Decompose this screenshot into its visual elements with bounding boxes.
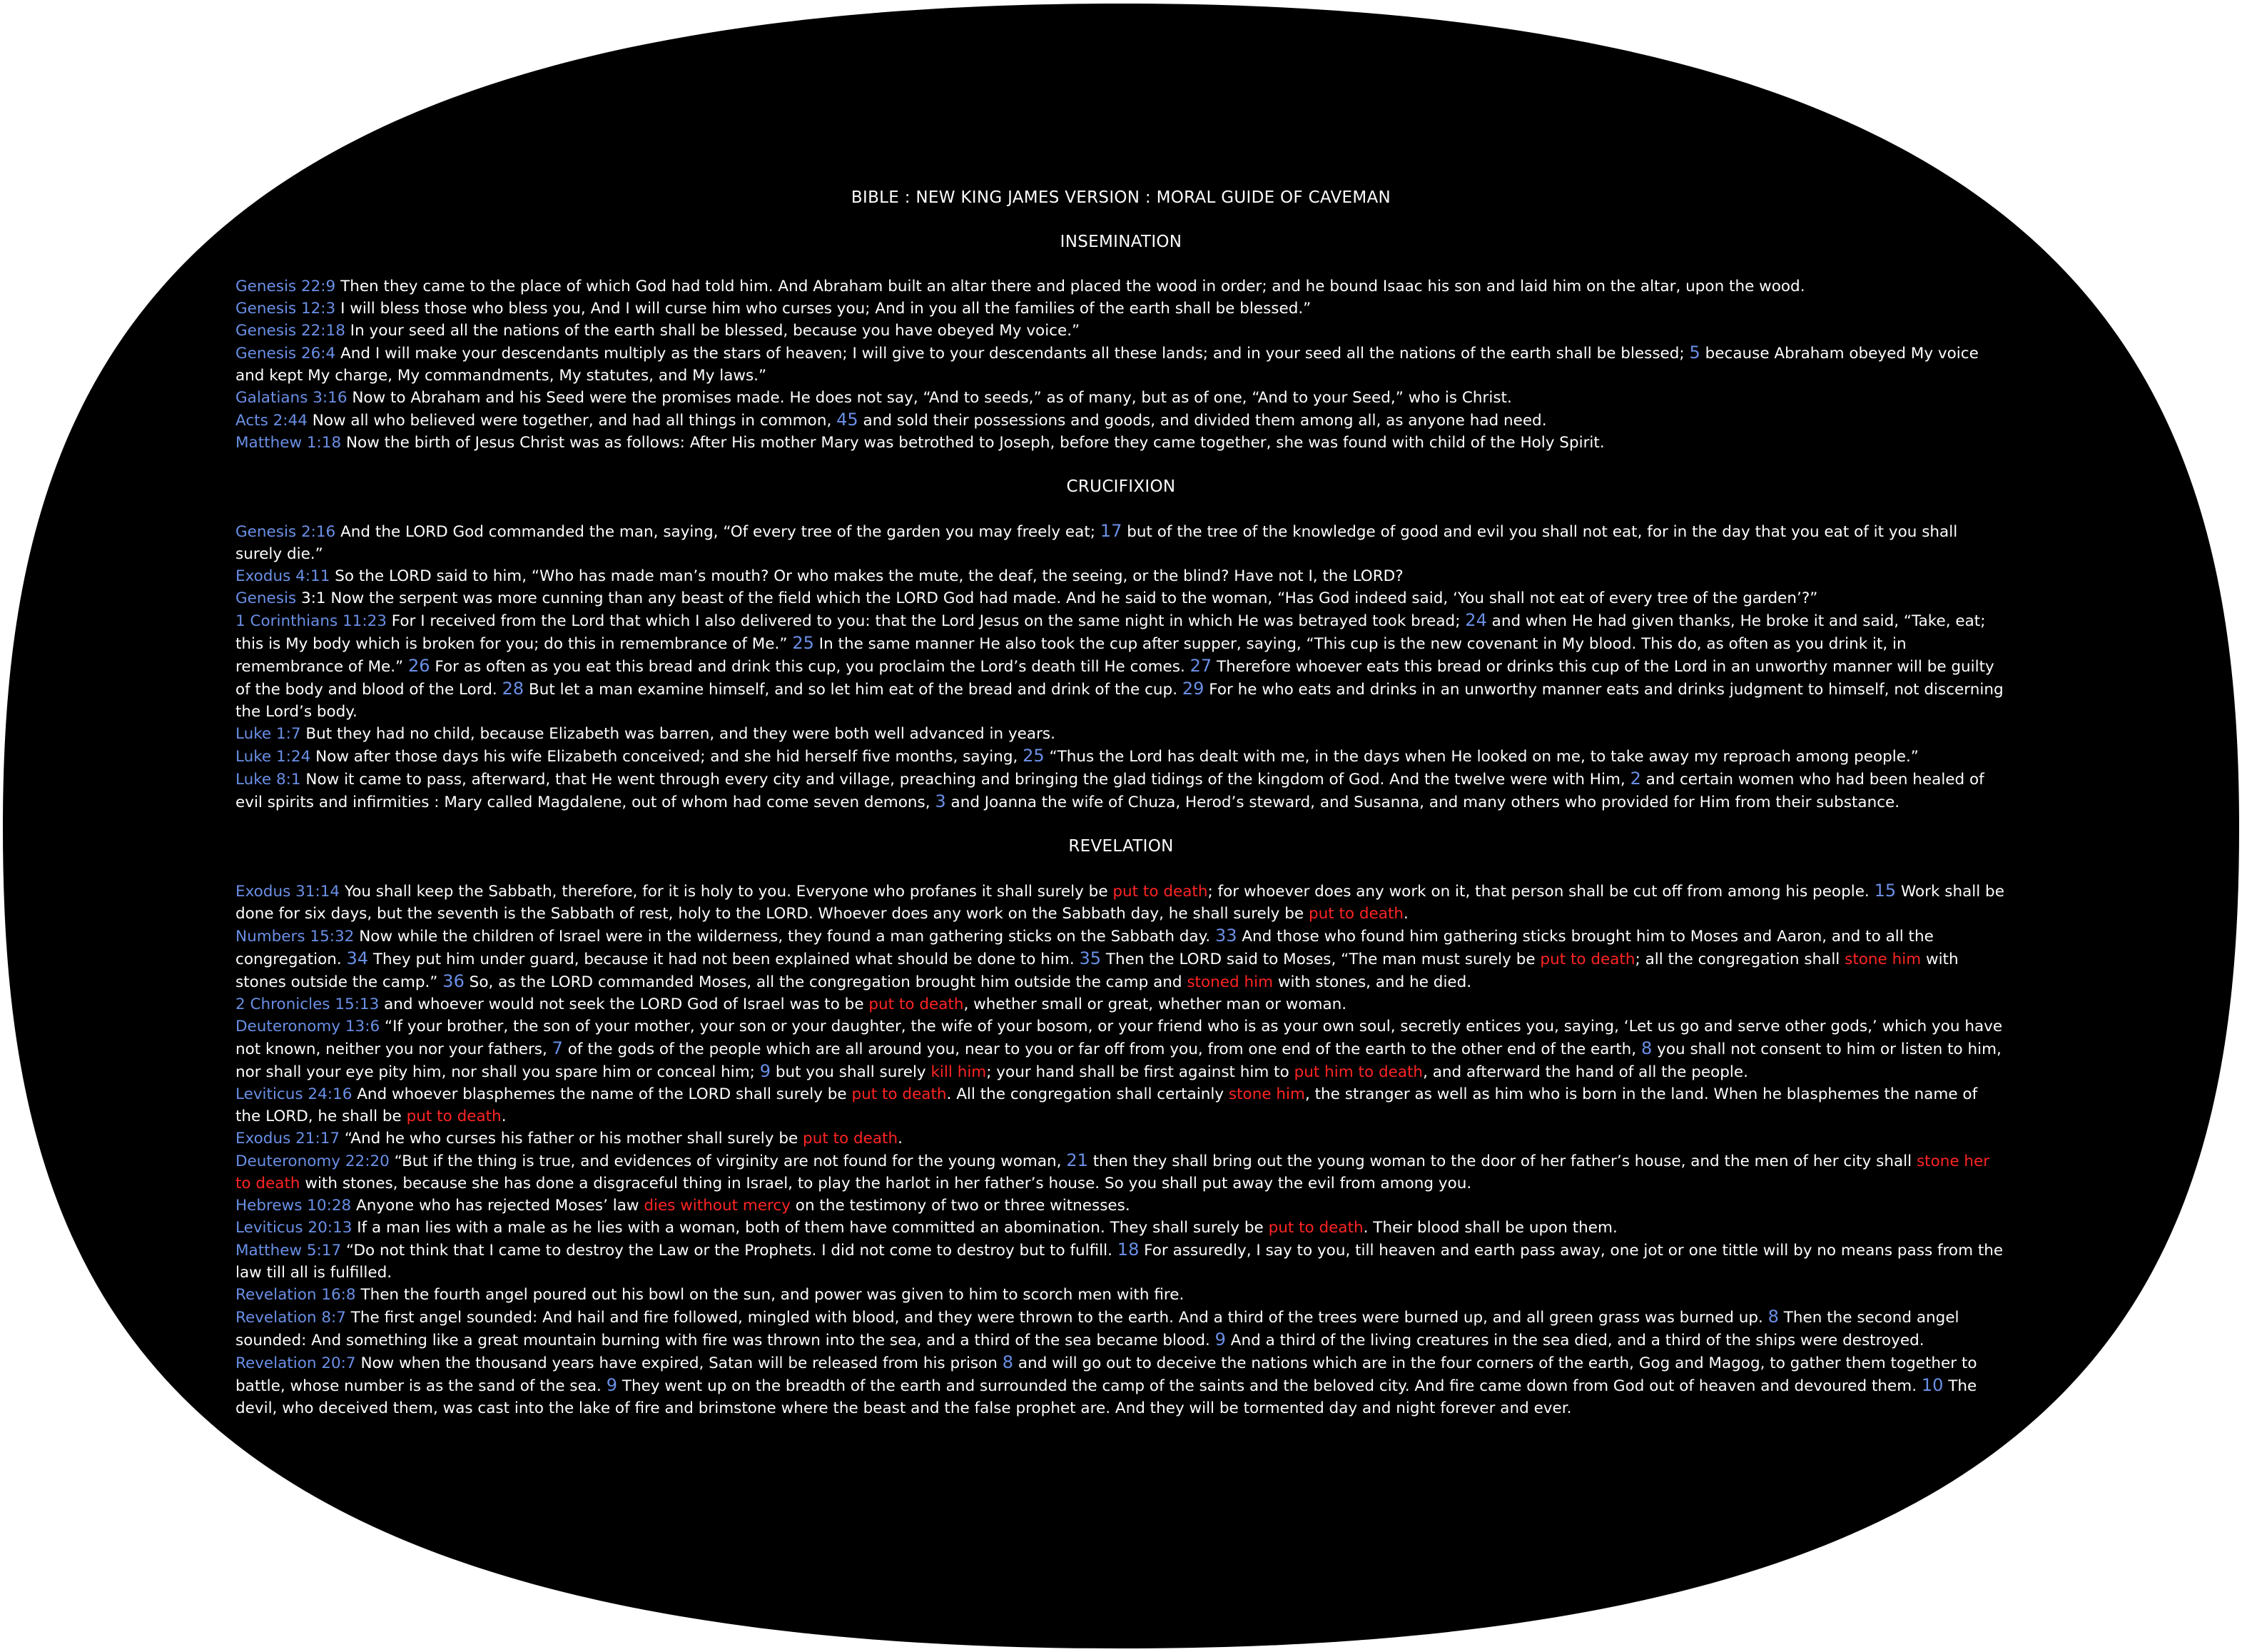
highlighted-phrase: stone him xyxy=(1845,951,1922,968)
verse-number: 7 xyxy=(552,1038,563,1058)
verse-paragraph: Leviticus 20:13 If a man lies with a male as he lies with a woman, both of them have committed an abomination. They shall surely be put to death. Their blood shall be upon them. xyxy=(235,1219,1618,1237)
verse-reference: Numbers 15:32 xyxy=(235,928,355,946)
section-heading: CRUCIFIXION xyxy=(1066,477,1176,496)
verse-reference: Luke 8:1 xyxy=(235,771,301,789)
verse-number: 28 xyxy=(502,679,524,699)
section-heading: INSEMINATION xyxy=(1060,233,1182,251)
verse-reference: Genesis 12:3 xyxy=(235,300,336,318)
verse-paragraph: Luke 8:1 Now it came to pass, afterward, that He went through every city and village, preaching and bringing the glad tidings of the kingdom of God. And the twelve were with Him, 2 and certain women who had been healed of evil spirits and infirmities : Mary called Magdalene, out of whom had come seven demons, 3 and Joanna the wife of Chuza, Herod’s steward, and Susanna, and many others who provided for Him from their substance. xyxy=(235,769,1984,811)
sections-container xyxy=(235,231,2007,1419)
verse-number: 21 xyxy=(1066,1150,1088,1170)
verse-paragraph: Acts 2:44 Now all who believed were together, and had all things in common, 45 and sold their possessions and goods, and divided them among all, as anyone had need. xyxy=(235,410,1547,430)
verse-paragraph: Genesis 22:9 Then they came to the place of which God had told him. And Abraham built an altar there and placed the wood in order; and he bound Isaac his son and laid him on the altar, upon the wood. xyxy=(235,278,1805,295)
verse-number: 8 xyxy=(1002,1352,1014,1372)
verse-number: 25 xyxy=(792,633,814,653)
verse-number: 9 xyxy=(606,1375,617,1395)
verse-reference: Leviticus 24:16 xyxy=(235,1085,352,1103)
verse-number: 17 xyxy=(1100,521,1122,541)
verse-reference: Exodus 21:17 xyxy=(235,1130,340,1147)
verse-reference: 2 Chronicles 15:13 xyxy=(235,995,380,1013)
verse-paragraph: Matthew 5:17 “Do not think that I came to destroy the Law or the Prophets. I did not come to destroy but to fulfill. 18 For assuredly, I say to you, till heaven and earth pass away, one jot or one tittle will by no means pass from the law till all is fulfilled. xyxy=(235,1240,2004,1282)
highlighted-phrase: kill him xyxy=(930,1063,987,1081)
verse-reference: Hebrews 10:28 xyxy=(235,1197,352,1215)
verse-number: 45 xyxy=(836,410,858,430)
verse-number: 8 xyxy=(1767,1307,1779,1327)
verse-reference: Deuteronomy 13:6 xyxy=(235,1018,380,1035)
verse-number: 25 xyxy=(1023,746,1045,766)
verse-reference: Leviticus 20:13 xyxy=(235,1219,352,1237)
verse-number: 24 xyxy=(1465,610,1487,630)
highlighted-phrase: put to death xyxy=(851,1085,947,1103)
highlighted-phrase: stone her to death xyxy=(235,1152,1990,1192)
verse-paragraph: Exodus 21:17 “And he who curses his father or his mother shall surely be put to death. xyxy=(235,1130,903,1147)
verse-number: 8 xyxy=(1640,1038,1653,1058)
verse-reference: Genesis xyxy=(235,589,297,607)
verse-reference: Revelation 20:7 xyxy=(235,1354,356,1372)
verse-reference: Acts 2:44 xyxy=(235,412,308,430)
verse-paragraph: Matthew 1:18 Now the birth of Jesus Christ was as follows: After His mother Mary was betrothed to Joseph, before they came together, she was found with child of the Holy Spirit. xyxy=(235,434,1605,452)
verse-number: 26 xyxy=(408,656,430,676)
verse-number: 15 xyxy=(1874,881,1897,901)
verse-reference: Matthew 5:17 xyxy=(235,1242,342,1260)
verse-paragraph: Numbers 15:32 Now while the children of Israel were in the wilderness, they found a man gathering sticks on the Sabbath day. 33 And those who found him gathering sticks brought him to Moses and Aaron, and to all the congregation. 34 They put him under guard, because it had not been explained what should be done to him. 35 Then the LORD said to Moses, “The man must surely be put to death; all the congregation shall stone him with stones outside the camp.” 36 So, as the LORD commanded Moses, all the congregation brought him outside the camp and stoned him with stones, and he died. xyxy=(235,926,1959,991)
highlighted-phrase: stoned him xyxy=(1187,973,1274,991)
verse-reference: Galatians 3:16 xyxy=(235,389,348,407)
verse-paragraph: Exodus 31:14 You shall keep the Sabbath, therefore, for it is holy to you. Everyone who profanes it shall surely be put to death; for whoever does any work on it, that person shall be cut off from among his people. 15 Work shall be done for six days, but the seventh is the Sabbath of rest, holy to the LORD. Whoever does any work on the Sabbath day, he shall surely be put to death. xyxy=(235,881,2004,923)
verse-number: 10 xyxy=(1921,1375,1944,1395)
highlighted-phrase: put to death xyxy=(868,995,964,1013)
highlighted-phrase: put him to death xyxy=(1294,1063,1424,1081)
verse-reference: Deuteronomy 22:20 xyxy=(235,1152,390,1170)
verse-number: 9 xyxy=(759,1061,771,1081)
verse-number: 34 xyxy=(346,948,369,968)
document-title: BIBLE : NEW KING JAMES VERSION : MORAL GUIDE OF CAVEMAN xyxy=(851,188,1391,207)
verse-reference: Genesis 22:18 xyxy=(235,322,345,340)
verse-paragraph: Genesis 26:4 And I will make your descendants multiply as the stars of heaven; I will give to your descendants all these lands; and in your seed all the nations of the earth shall be blessed; 5 because Abraham obeyed My voice and kept My charge, My commandments, My statutes, and My laws.” xyxy=(235,343,1979,385)
verse-paragraph: Genesis 12:3 I will bless those who bless you, And I will curse him who curses you; And in you all the families of the earth shall be blessed.” xyxy=(235,300,1312,318)
verse-paragraph: Exodus 4:11 So the LORD said to him, “Who has made man’s mouth? Or who makes the mute, the deaf, the seeing, or the blind? Have not I, the LORD? xyxy=(235,567,1404,585)
verse-reference: 1 Corinthians 11:23 xyxy=(235,612,387,630)
highlighted-phrase: put to death xyxy=(1308,905,1404,923)
verse-reference: Revelation 16:8 xyxy=(235,1286,356,1304)
verse-number: 2 xyxy=(1630,769,1641,789)
highlighted-phrase: dies without mercy xyxy=(644,1197,791,1215)
verse-paragraph: Revelation 8:7 The first angel sounded: And hail and fire followed, mingled with blood, and they were thrown to the earth. And a third of the trees were burned up, and all green grass was burned up. 8 Then the second angel sounded: And something like a great mountain burning with fire was thrown into the sea, and a third of the sea became blood. 9 And a third of the living creatures in the sea died, and a third of the ships were destroyed. xyxy=(235,1307,1959,1349)
verse-paragraph: Galatians 3:16 Now to Abraham and his Seed were the promises made. He does not say, “And to seeds,” as of many, but as of one, “And to your Seed,” who is Christ. xyxy=(235,389,1512,407)
verse-paragraph: Genesis 2:16 And the LORD God commanded the man, saying, “Of every tree of the garden you may freely eat; 17 but of the tree of the knowledge of good and evil you shall not eat, for in the day that you eat of it you shall surely die.” xyxy=(235,521,1958,563)
highlighted-phrase: put to death xyxy=(1540,951,1635,968)
verse-number: 9 xyxy=(1214,1329,1226,1349)
verse-number: 36 xyxy=(442,971,465,991)
verse-paragraph: Revelation 16:8 Then the fourth angel poured out his bowl on the sun, and power was given to him to scorch men with fire. xyxy=(235,1286,1185,1304)
verse-paragraph: Deuteronomy 13:6 “If your brother, the son of your mother, your son or your daughter, the wife of your bosom, or your friend who is as your own soul, secretly entices you, saying, ‘Let us go and serve other gods,’ which you have not known, neither you nor your fathers, 7 of the gods of the people which are all around you, near to you or far off from you, from one end of the earth to the other end of the earth, 8 you shall not consent to him or listen to him, nor shall your eye pity him, nor shall you spare him or conceal him; 9 but you shall surely kill him; your hand shall be first against him to put him to death, and afterward the hand of all the people. xyxy=(235,1018,2003,1081)
verse-reference: Luke 1:24 xyxy=(235,748,311,766)
verse-number: 5 xyxy=(1689,343,1700,363)
highlighted-phrase: put to death xyxy=(406,1108,502,1125)
verse-number: 3 xyxy=(935,791,946,811)
section-heading: REVELATION xyxy=(1068,837,1174,856)
highlighted-phrase: put to death xyxy=(803,1130,898,1147)
verse-number: 27 xyxy=(1190,656,1212,676)
document-body xyxy=(235,187,2007,1419)
verse-paragraph: Genesis 3:1 Now the serpent was more cunning than any beast of the field which the LORD God had made. And he said to the woman, “Has God indeed said, ‘You shall not eat of every tree of the garden’?” xyxy=(235,589,1818,607)
verse-paragraph: Hebrews 10:28 Anyone who has rejected Moses’ law dies without mercy on the testimony of two or three witnesses. xyxy=(235,1197,1130,1215)
highlighted-phrase: stone him xyxy=(1228,1085,1305,1103)
verse-reference: Genesis 26:4 xyxy=(235,345,336,363)
verse-number: 33 xyxy=(1214,926,1237,946)
verse-paragraph: Revelation 20:7 Now when the thousand years have expired, Satan will be released from his prison 8 and will go out to deceive the nations which are in the four corners of the earth, Gog and Magog, to gather them together to battle, whose number is as the sand of the sea. 9 They went up on the breadth of the earth and surrounded the camp of the saints and the beloved city. And fire came down from God out of heaven and devoured them. 10 The devil, who deceived them, was cast into the lake of fire and brimstone where the beast and the false prophet are. And they will be tormented day and night forever and ever. xyxy=(235,1352,1977,1417)
verse-paragraph: Deuteronomy 22:20 “But if the thing is true, and evidences of virginity are not found for the young woman, 21 then they shall bring out the young woman to the door of her father’s house, and the men of her city shall stone her to death with stones, because she has done a disgraceful thing in Israel, to play the harlot in her father’s house. So you shall put away the evil from among you. xyxy=(235,1150,1990,1192)
highlighted-phrase: put to death xyxy=(1268,1219,1364,1237)
verse-number: 18 xyxy=(1117,1240,1140,1260)
verse-paragraph: Luke 1:7 But they had no child, because Elizabeth was barren, and they were both well advanced in years. xyxy=(235,725,1055,743)
verse-paragraph: Leviticus 24:16 And whoever blasphemes the name of the LORD shall surely be put to death. All the congregation shall certainly stone him, the stranger as well as him who is born in the land. When he blasphemes the name of the LORD, he shall be put to death. xyxy=(235,1085,1978,1125)
verse-reference: Exodus 4:11 xyxy=(235,567,330,585)
verse-paragraph: Genesis 22:18 In your seed all the nations of the earth shall be blessed, because you have obeyed My voice.” xyxy=(235,322,1080,340)
verse-reference: Exodus 31:14 xyxy=(235,883,340,901)
verse-reference: Luke 1:7 xyxy=(235,725,301,743)
verse-paragraph: Luke 1:24 Now after those days his wife Elizabeth conceived; and she hid herself five months, saying, 25 “Thus the Lord has dealt with me, in the days when He looked on me, to take away my reproach among people.” xyxy=(235,746,1919,766)
verse-reference: Genesis 22:9 xyxy=(235,278,336,295)
verse-paragraph: 1 Corinthians 11:23 For I received from the Lord that which I also delivered to you: that the Lord Jesus on the same night in which He was betrayed took bread; 24 and when He had given thanks, He broke it and said, “Take, eat; this is My body which is broken for you; do this in remembrance of Me.” 25 In the same manner He also took the cup after supper, saying, “This cup is the new covenant in My blood. This do, as often as you drink it, in remembrance of Me.” 26 For as often as you eat this bread and drink this cup, you proclaim the Lord’s death till He comes. 27 Therefore whoever eats this bread or drinks this cup of the Lord in an unworthy manner will be guilty of the body and blood of the Lord. 28 But let a man examine himself, and so let him eat of the bread and drink of the cup. 29 For he who eats and drinks in an unworthy manner eats and drinks judgment to himself, not discerning the Lord’s body. xyxy=(235,610,2004,721)
verse-number: 29 xyxy=(1182,679,1204,699)
verse-reference: Genesis 2:16 xyxy=(235,523,336,541)
verse-reference: Revelation 8:7 xyxy=(235,1309,346,1327)
verse-paragraph: 2 Chronicles 15:13 and whoever would not seek the LORD God of Israel was to be put to death, whether small or great, whether man or woman. xyxy=(235,995,1347,1013)
verse-reference: Matthew 1:18 xyxy=(235,434,342,452)
verse-number: 35 xyxy=(1079,948,1102,968)
highlighted-phrase: put to death xyxy=(1112,883,1208,901)
